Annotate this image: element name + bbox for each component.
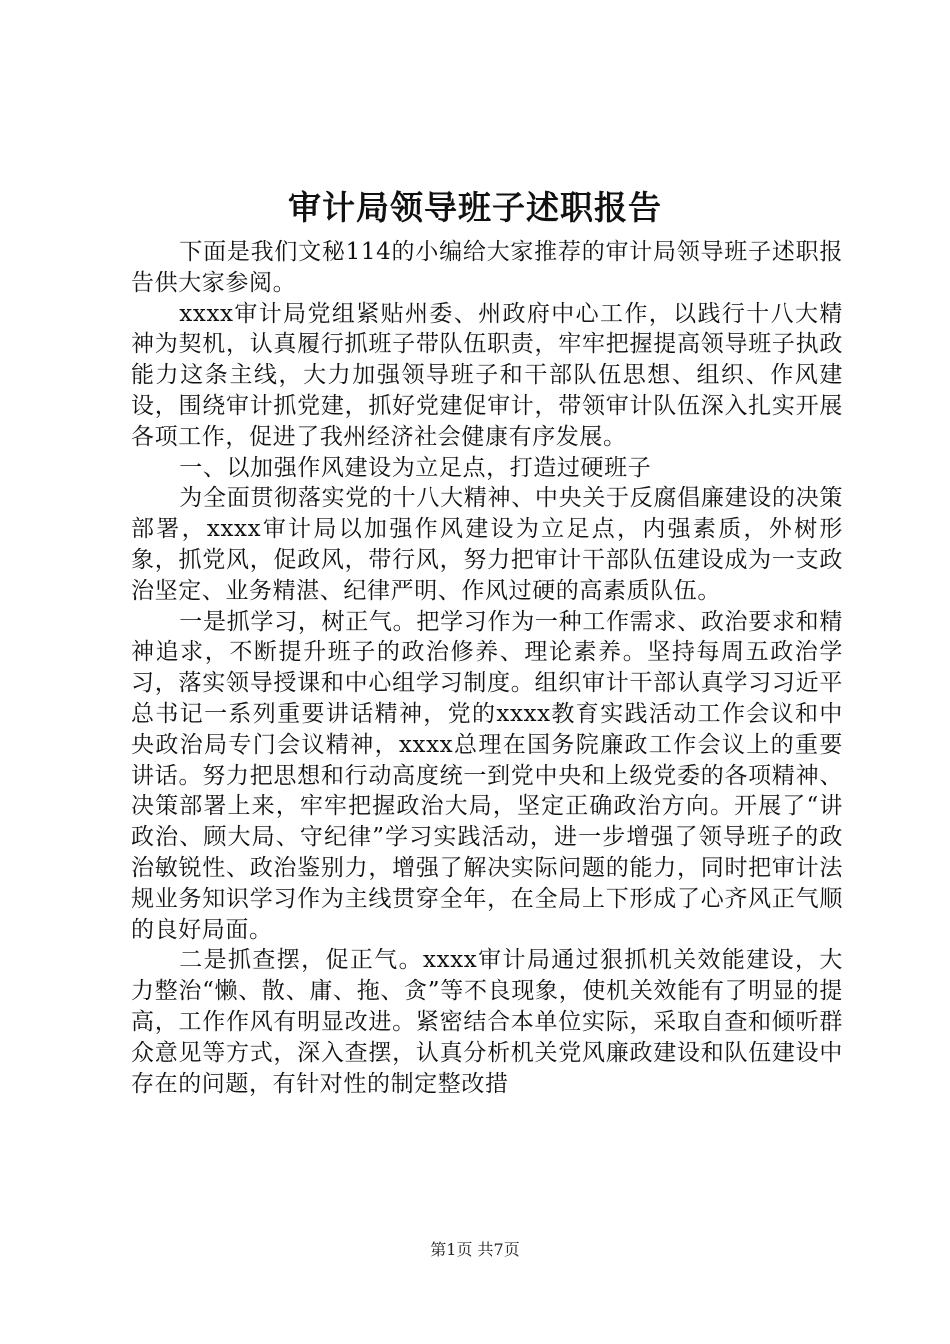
document-body [131, 237, 843, 1099]
page-number-footer: 第1页 共7页 [430, 1240, 520, 1259]
section-heading: 一、以加强作风建设为立足点，打造过硬班子 [179, 454, 652, 481]
section-intro-paragraph: 为全面贯彻落实党的十八大精神、中央关于反腐倡廉建设的决策部署，xxxx审计局以加强作风建设为立足点，内强素质，外树形象，抓党风，促政风，带行风，努力把审计干部队伍建设成为一支政治坚定、业务精湛、纪律严明、作风过硬的高素质队伍。 [131, 485, 843, 604]
document-title: 审计局领导班子述职报告 [288, 188, 662, 227]
study-paragraph: 一是抓学习，树正气。把学习作为一种工作需求、政治要求和精神追求，不断提升班子的政治修养、理论素养。坚持每周五政治学习，落实领导授课和中心组学习制度。组织审计干部认真学习习近平总书记一系列重要讲话精神，党的xxxx教育实践活动工作会议和中央政治局专门会议精神，xxxx总理在国务院廉政工作会议上的重要讲话。努力把思想和行动高度统一到党中央和上级党委的各项精神、决策部署上来，牢牢把握政治大局，坚定正确政治方向。开展了“讲政治、顾大局、守纪律”学习实践活动，进一步增强了领导班子的政治敏锐性、政治鉴别力，增强了解决实际问题的能力，同时把审计法规业务知识学习作为主线贯穿全年，在全局上下形成了心齐风正气顺的良好局面。 [131, 608, 843, 943]
summary-paragraph: xxxx审计局党组紧贴州委、州政府中心工作，以践行十八大精神为契机，认真履行抓班子带队伍职责，牢牢把握提高领导班子执政能力这条主线，大力加强领导班子和干部队伍思想、组织、作风建设，围绕审计抓党建，抓好党建促审计，带领审计队伍深入扎实开展各项工作，促进了我州经济社会健康有序发展。 [131, 300, 843, 450]
inspection-paragraph: 二是抓查摆，促正气。xxxx审计局通过狠抓机关效能建设，大力整治“懒、散、庸、拖、贪”等不良现象，使机关效能有了明显的提高，工作作风有明显改进。紧密结合本单位实际，采取自查和倾听群众意见等方式，深入查摆，认真分析机关党风廉政建设和队伍建设中存在的问题，有针对性的制定整改措 [131, 947, 843, 1097]
intro-paragraph: 下面是我们文秘114的小编给大家推荐的审计局领导班子述职报告供大家参阅。 [131, 239, 843, 296]
